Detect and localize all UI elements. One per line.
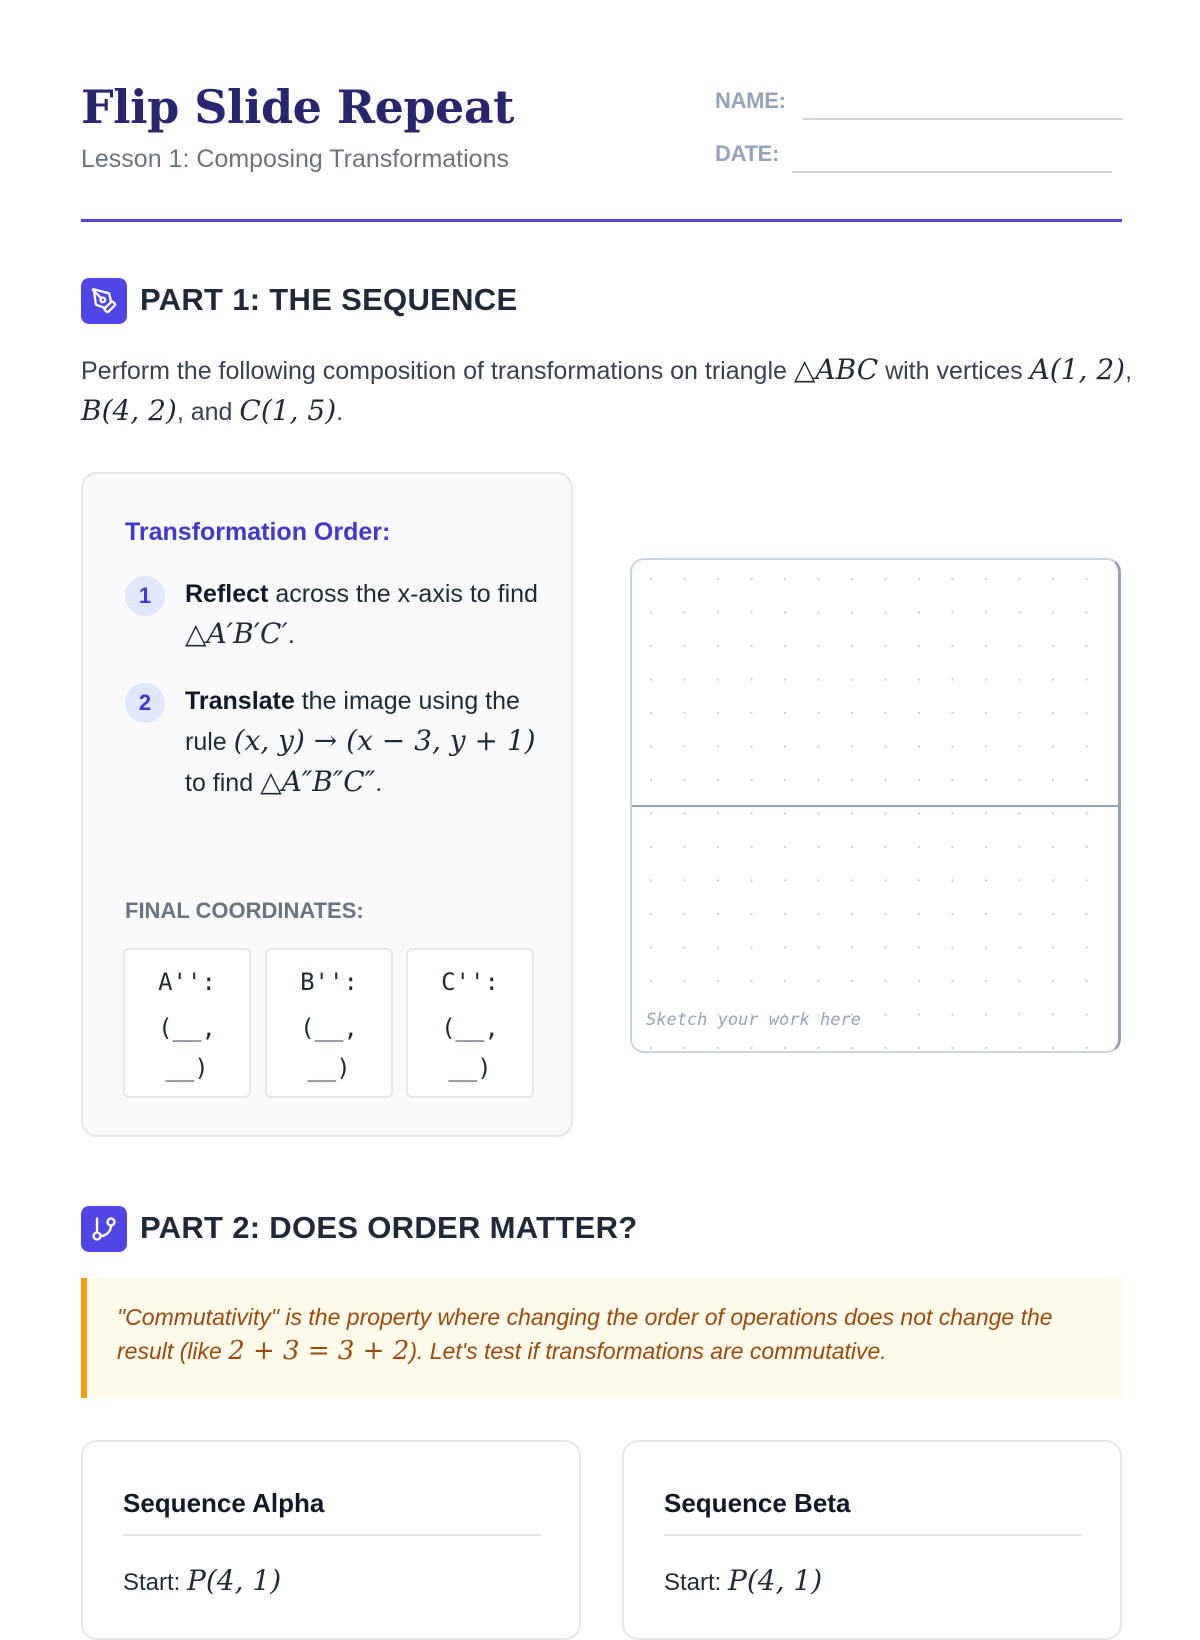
transformation-card xyxy=(81,472,573,1137)
grid-dot xyxy=(784,812,786,814)
grid-dot xyxy=(683,645,685,647)
grid-dot xyxy=(1085,1013,1087,1015)
grid-dot xyxy=(750,846,752,848)
grid-dot xyxy=(884,745,886,747)
grid-dot xyxy=(1085,812,1087,814)
grid-dot xyxy=(985,1047,987,1049)
grid-dot xyxy=(1052,946,1054,948)
grid-dot xyxy=(951,913,953,915)
grid-dot xyxy=(650,1047,652,1049)
grid-dot xyxy=(851,645,853,647)
grid-dot xyxy=(750,678,752,680)
grid-dot xyxy=(650,678,652,680)
grid-dot xyxy=(784,846,786,848)
grid-dot xyxy=(1052,578,1054,580)
grid-dot xyxy=(817,611,819,613)
grid-dot xyxy=(918,645,920,647)
grid-dot xyxy=(1085,745,1087,747)
grid-dot xyxy=(985,712,987,714)
grid-dot xyxy=(884,578,886,580)
date-field[interactable] xyxy=(792,171,1112,173)
grid-dot xyxy=(1018,879,1020,881)
grid-dot xyxy=(985,611,987,613)
grid-dot xyxy=(717,678,719,680)
grid-dot xyxy=(851,678,853,680)
grid-dot xyxy=(650,879,652,881)
header-divider xyxy=(81,219,1122,222)
grid-dot xyxy=(717,611,719,613)
sequence-beta-title: Sequence Beta xyxy=(664,1488,851,1518)
grid-dot xyxy=(717,812,719,814)
grid-dot xyxy=(1018,1047,1020,1049)
grid-dot xyxy=(985,1013,987,1015)
grid-dot xyxy=(750,712,752,714)
grid-dot xyxy=(884,611,886,613)
grid-dot xyxy=(918,879,920,881)
coordinate-label: C'': xyxy=(441,968,499,996)
coordinate-blank: (__, __) xyxy=(158,1014,216,1082)
grid-dot xyxy=(683,678,685,680)
grid-dot xyxy=(650,645,652,647)
grid-dot xyxy=(918,578,920,580)
grid-dot xyxy=(951,1047,953,1049)
grid-dot xyxy=(717,712,719,714)
grid-dot xyxy=(717,578,719,580)
grid-dot xyxy=(650,779,652,781)
grid-dot xyxy=(918,812,920,814)
grid-dot xyxy=(951,946,953,948)
grid-dot xyxy=(650,712,652,714)
grid-dot xyxy=(985,745,987,747)
grid-dot xyxy=(784,946,786,948)
grid-dot xyxy=(683,578,685,580)
grid-dot xyxy=(884,879,886,881)
grid-dot xyxy=(717,745,719,747)
step-number-badge: 1 xyxy=(125,576,165,616)
grid-dot xyxy=(750,645,752,647)
grid-dot xyxy=(817,779,819,781)
grid-dot xyxy=(817,946,819,948)
grid-dot xyxy=(884,913,886,915)
grid-dot xyxy=(985,779,987,781)
final-coordinates-label: FINAL COORDINATES: xyxy=(125,898,364,923)
grid-dot xyxy=(918,1047,920,1049)
grid-dot xyxy=(817,913,819,915)
grid-dot xyxy=(851,913,853,915)
grid-dot xyxy=(650,812,652,814)
grid-dot xyxy=(1018,578,1020,580)
grid-dot xyxy=(750,980,752,982)
grid-dot xyxy=(1018,913,1020,915)
grid-dot xyxy=(1052,846,1054,848)
grid-dot xyxy=(1052,913,1054,915)
vertex-a: A(1, 2) xyxy=(1029,353,1126,386)
dot-grid xyxy=(632,560,1121,1053)
grid-dot xyxy=(918,712,920,714)
grid-dot xyxy=(683,879,685,881)
pen-tool-icon xyxy=(81,278,127,324)
grid-dot xyxy=(750,946,752,948)
step-2-text: Translate the image using the rule (x, y) → (x − 3, y + 1) to find △A″B″C″. xyxy=(185,687,536,798)
step-1-text: Reflect across the x-axis to find △A′B′C′. xyxy=(185,580,538,650)
step-number-badge: 2 xyxy=(125,683,165,723)
grid-dot xyxy=(717,846,719,848)
grid-dot xyxy=(1085,611,1087,613)
grid-dot xyxy=(817,678,819,680)
grid-dot xyxy=(884,846,886,848)
grid-dot xyxy=(985,645,987,647)
grid-dot xyxy=(717,946,719,948)
grid-dot xyxy=(1085,1047,1087,1049)
grid-dot xyxy=(985,980,987,982)
grid-dot xyxy=(683,913,685,915)
grid-dot xyxy=(1085,913,1087,915)
grid-dot xyxy=(1018,611,1020,613)
grid-dot xyxy=(784,645,786,647)
grid-dot xyxy=(683,611,685,613)
divider xyxy=(664,1534,1082,1536)
grid-dot xyxy=(918,1013,920,1015)
grid-dot xyxy=(1052,1047,1054,1049)
sequence-beta-card xyxy=(622,1440,1122,1640)
grid-dot xyxy=(1018,812,1020,814)
grid-dot xyxy=(851,846,853,848)
grid-dot xyxy=(683,745,685,747)
grid-dot xyxy=(817,745,819,747)
part2-title: PART 2: DOES ORDER MATTER? xyxy=(140,1210,638,1245)
grid-dot xyxy=(817,812,819,814)
grid-dot xyxy=(851,812,853,814)
grid-dot xyxy=(717,980,719,982)
coordinate-box-b[interactable] xyxy=(265,948,393,1098)
grid-dot xyxy=(1018,678,1020,680)
grid-dot xyxy=(1052,1013,1054,1015)
grid-dot xyxy=(1052,611,1054,613)
sketch-hint: Sketch your work here xyxy=(646,1010,861,1030)
grid-dot xyxy=(817,846,819,848)
grid-dot xyxy=(851,578,853,580)
coordinate-blank: (__, __) xyxy=(300,1014,358,1082)
grid-dot xyxy=(884,812,886,814)
grid-dot xyxy=(1018,1013,1020,1015)
grid-dot xyxy=(750,812,752,814)
grid-dot xyxy=(851,712,853,714)
grid-dot xyxy=(750,879,752,881)
grid-dot xyxy=(884,678,886,680)
transformation-order-title: Transformation Order: xyxy=(125,518,391,546)
grid-dot xyxy=(1018,712,1020,714)
grid-dot xyxy=(918,745,920,747)
grid-dot xyxy=(784,712,786,714)
grid-dot xyxy=(851,779,853,781)
grid-dot xyxy=(951,678,953,680)
grid-dot xyxy=(750,1047,752,1049)
grid-dot xyxy=(884,980,886,982)
part1-instructions: Perform the following composition of transformations on triangle △ABC with vertices A(1, 2), B(4, 2), and C(1, 5). xyxy=(81,353,1133,427)
grid-dot xyxy=(784,913,786,915)
grid-dot xyxy=(650,846,652,848)
commutativity-callout: "Commutativity" is the property where changing the order of operations does not change the result (like 2 + 3 = 3 + 2). Let's test if transformations are commutative. xyxy=(81,1278,1122,1398)
grid-dot xyxy=(1018,980,1020,982)
sequence-alpha-start: Start: P(4, 1) xyxy=(123,1564,282,1597)
name-label: NAME: xyxy=(715,88,786,113)
grid-dot xyxy=(717,913,719,915)
sequence-alpha-title: Sequence Alpha xyxy=(123,1488,325,1518)
grid-dot xyxy=(985,913,987,915)
grid-dot xyxy=(951,980,953,982)
grid-dot xyxy=(1085,980,1087,982)
grid-dot xyxy=(884,712,886,714)
vertex-b: B(4, 2) xyxy=(81,394,177,427)
grid-dot xyxy=(918,946,920,948)
grid-dot xyxy=(817,879,819,881)
grid-dot xyxy=(951,1013,953,1015)
grid-dot xyxy=(784,678,786,680)
grid-dot xyxy=(1085,578,1087,580)
grid-dot xyxy=(918,611,920,613)
grid-dot xyxy=(750,611,752,613)
grid-dot xyxy=(817,645,819,647)
grid-dot xyxy=(784,980,786,982)
grid-dot xyxy=(951,645,953,647)
grid-dot xyxy=(650,745,652,747)
name-field[interactable] xyxy=(803,118,1123,120)
grid-dot xyxy=(717,645,719,647)
grid-dot xyxy=(851,946,853,948)
grid-dot xyxy=(951,779,953,781)
grid-dot xyxy=(683,712,685,714)
grid-dot xyxy=(650,611,652,613)
part1-title: PART 1: THE SEQUENCE xyxy=(140,282,518,317)
grid-dot xyxy=(717,1047,719,1049)
grid-dot xyxy=(985,678,987,680)
grid-dot xyxy=(1052,779,1054,781)
grid-dot xyxy=(951,846,953,848)
git-branch-icon xyxy=(81,1206,127,1252)
grid-dot xyxy=(683,812,685,814)
grid-dot xyxy=(750,745,752,747)
grid-dot xyxy=(683,846,685,848)
grid-dot xyxy=(784,779,786,781)
grid-dot xyxy=(1085,678,1087,680)
grid-dot xyxy=(918,678,920,680)
grid-dot xyxy=(784,879,786,881)
grid-dot xyxy=(683,980,685,982)
grid-dot xyxy=(851,980,853,982)
grid-dot xyxy=(784,1047,786,1049)
grid-dot xyxy=(817,1047,819,1049)
grid-dot xyxy=(1085,879,1087,881)
grid-dot xyxy=(683,1047,685,1049)
grid-dot xyxy=(1085,645,1087,647)
grid-dot xyxy=(1052,745,1054,747)
grid-dot xyxy=(884,645,886,647)
grid-dot xyxy=(918,980,920,982)
grid-dot xyxy=(951,712,953,714)
sketch-area[interactable] xyxy=(630,558,1121,1053)
grid-dot xyxy=(951,745,953,747)
grid-dot xyxy=(1052,879,1054,881)
grid-dot xyxy=(650,578,652,580)
grid-dot xyxy=(1018,745,1020,747)
grid-dot xyxy=(951,879,953,881)
grid-dot xyxy=(650,913,652,915)
grid-dot xyxy=(750,779,752,781)
grid-dot xyxy=(1085,946,1087,948)
grid-dot xyxy=(884,946,886,948)
lesson-subtitle: Lesson 1: Composing Transformations xyxy=(81,145,509,173)
grid-dot xyxy=(1018,779,1020,781)
grid-dot xyxy=(884,1047,886,1049)
grid-dot xyxy=(1052,645,1054,647)
grid-dot xyxy=(1052,712,1054,714)
coordinate-box-c[interactable] xyxy=(406,948,534,1098)
grid-dot xyxy=(985,812,987,814)
grid-dot xyxy=(851,611,853,613)
grid-dot xyxy=(650,946,652,948)
grid-dot xyxy=(1085,712,1087,714)
grid-dot xyxy=(817,712,819,714)
sequence-beta-start: Start: P(4, 1) xyxy=(664,1564,823,1597)
coordinate-box-a[interactable] xyxy=(123,948,251,1098)
worksheet-title: Flip Slide Repeat xyxy=(81,80,514,134)
grid-dot xyxy=(851,879,853,881)
grid-dot xyxy=(985,946,987,948)
grid-dot xyxy=(817,980,819,982)
grid-dot xyxy=(717,879,719,881)
grid-dot xyxy=(918,779,920,781)
grid-dot xyxy=(851,745,853,747)
grid-dot xyxy=(951,611,953,613)
grid-dot xyxy=(1085,779,1087,781)
grid-dot xyxy=(1052,812,1054,814)
grid-dot xyxy=(683,946,685,948)
grid-dot xyxy=(1052,678,1054,680)
grid-dot xyxy=(717,779,719,781)
grid-dot xyxy=(1085,846,1087,848)
grid-dot xyxy=(951,578,953,580)
grid-dot xyxy=(784,745,786,747)
grid-dot xyxy=(784,578,786,580)
grid-dot xyxy=(851,1047,853,1049)
grid-dot xyxy=(650,980,652,982)
coordinate-label: A'': xyxy=(158,968,216,996)
grid-dot xyxy=(985,578,987,580)
grid-dot xyxy=(918,913,920,915)
sequence-alpha-card xyxy=(81,1440,581,1640)
grid-dot xyxy=(750,913,752,915)
grid-dot xyxy=(1018,846,1020,848)
grid-dot xyxy=(817,578,819,580)
grid-dot xyxy=(750,578,752,580)
date-label: DATE: xyxy=(715,141,780,166)
grid-dot xyxy=(1018,946,1020,948)
coordinate-label: B'': xyxy=(300,968,358,996)
coordinate-blank: (__, __) xyxy=(441,1014,499,1082)
grid-dot xyxy=(918,846,920,848)
grid-dot xyxy=(1018,645,1020,647)
grid-dot xyxy=(784,611,786,613)
grid-dot xyxy=(985,846,987,848)
grid-dot xyxy=(951,812,953,814)
grid-dot xyxy=(884,779,886,781)
divider xyxy=(123,1534,541,1536)
grid-dot xyxy=(683,779,685,781)
grid-dot xyxy=(884,1013,886,1015)
triangle-abc: △ABC xyxy=(793,353,879,386)
grid-dot xyxy=(985,879,987,881)
grid-dot xyxy=(1052,980,1054,982)
vertex-c: C(1, 5) xyxy=(239,394,337,427)
